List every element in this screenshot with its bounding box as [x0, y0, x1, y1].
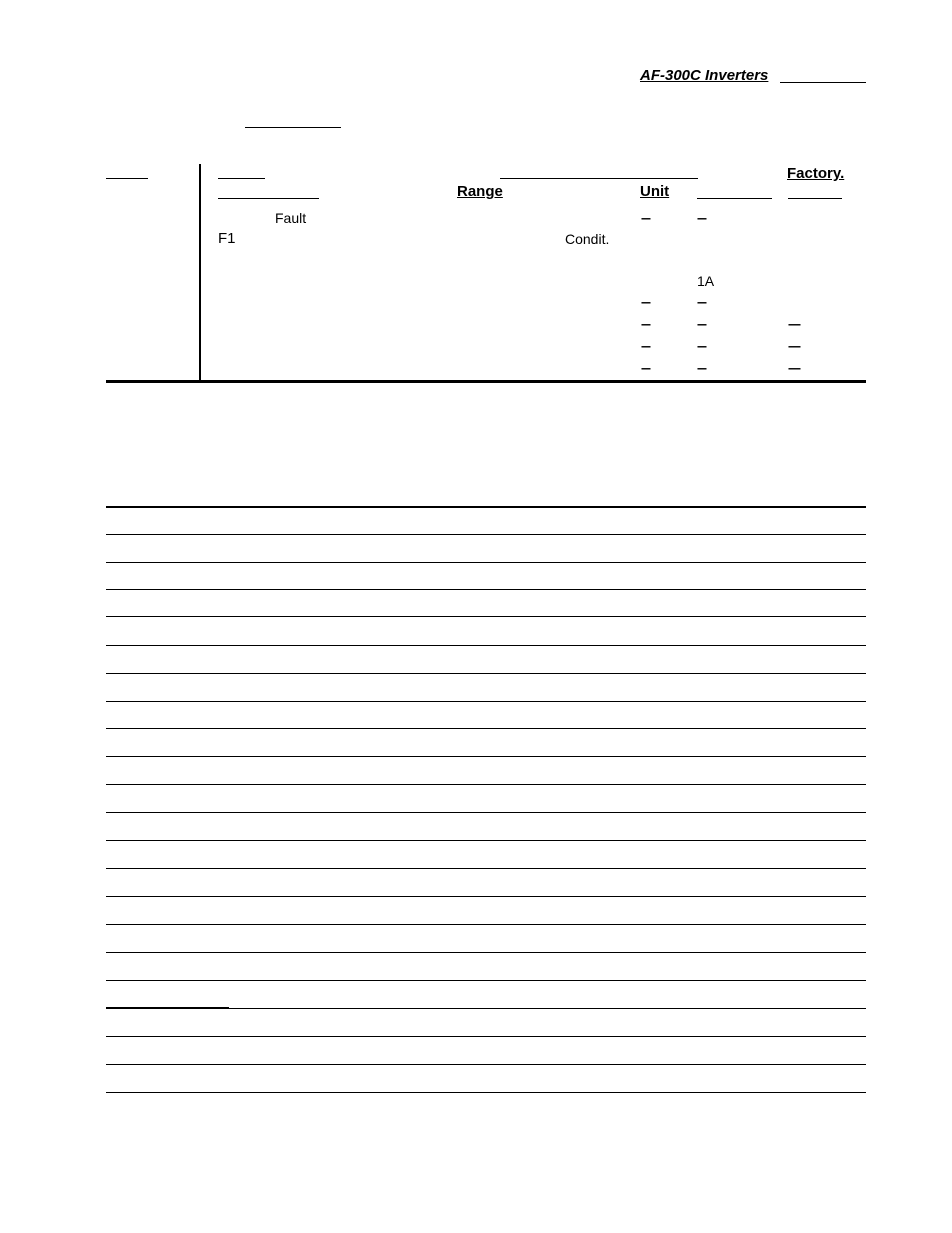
row-8-unit: ---	[641, 361, 650, 375]
fault-row-label: Fault	[275, 210, 307, 226]
range-column-header: Range	[457, 183, 503, 200]
ruled-line	[106, 562, 866, 563]
ruled-line	[106, 784, 866, 785]
ruled-line	[106, 1036, 866, 1037]
ruled-line	[106, 645, 866, 646]
row-7-setting: ---	[697, 339, 706, 353]
ruled-line	[106, 1008, 866, 1009]
ruled-line	[106, 506, 866, 508]
ruled-line	[106, 673, 866, 674]
ruled-line	[106, 812, 866, 813]
row-5-unit: ---	[641, 295, 650, 309]
unit-column-header: Unit	[640, 183, 670, 200]
table-bottom-rule	[106, 380, 866, 383]
ruled-line	[106, 952, 866, 953]
fault-row-unit: ---	[641, 211, 650, 225]
row-5-setting: ---	[697, 295, 706, 309]
header-rule	[780, 82, 866, 83]
description-header-rule	[218, 198, 319, 199]
ruled-line	[106, 840, 866, 841]
row-7-unit: ---	[641, 339, 650, 353]
ruled-line	[106, 728, 866, 729]
ruled-line	[106, 868, 866, 869]
document-title: AF-300C Inverters	[640, 67, 769, 84]
table-vertical-divider	[199, 164, 201, 380]
ruled-line	[106, 534, 866, 535]
ruled-line	[106, 589, 866, 590]
ruled-line	[106, 701, 866, 702]
ruled-line	[106, 1064, 866, 1065]
factory-header-rule	[788, 198, 842, 199]
factory-column-header: Factory.	[787, 165, 845, 182]
ruled-line	[106, 756, 866, 757]
setting-header-rule	[697, 198, 772, 199]
ruled-line	[106, 616, 866, 617]
setting-1a-value: 1A	[697, 273, 715, 289]
section-title-rule	[245, 127, 341, 128]
row-8-factory: ----	[788, 361, 800, 375]
row-6-setting: ---	[697, 317, 706, 331]
row-6-factory: ----	[788, 317, 800, 331]
data-header-rule	[500, 178, 698, 179]
row-6-unit: ---	[641, 317, 650, 331]
function-code-rule	[106, 178, 148, 179]
ruled-line	[106, 896, 866, 897]
ruled-line	[106, 1092, 866, 1093]
fault-row-setting: ---	[697, 211, 706, 225]
name-header-rule	[218, 178, 265, 179]
condition-row-label: Condit.	[565, 231, 610, 247]
row-8-setting: ---	[697, 361, 706, 375]
row-7-factory: ----	[788, 339, 800, 353]
ruled-line	[106, 924, 866, 925]
f1-row-label: F1	[218, 230, 236, 247]
ruled-line	[106, 980, 866, 981]
